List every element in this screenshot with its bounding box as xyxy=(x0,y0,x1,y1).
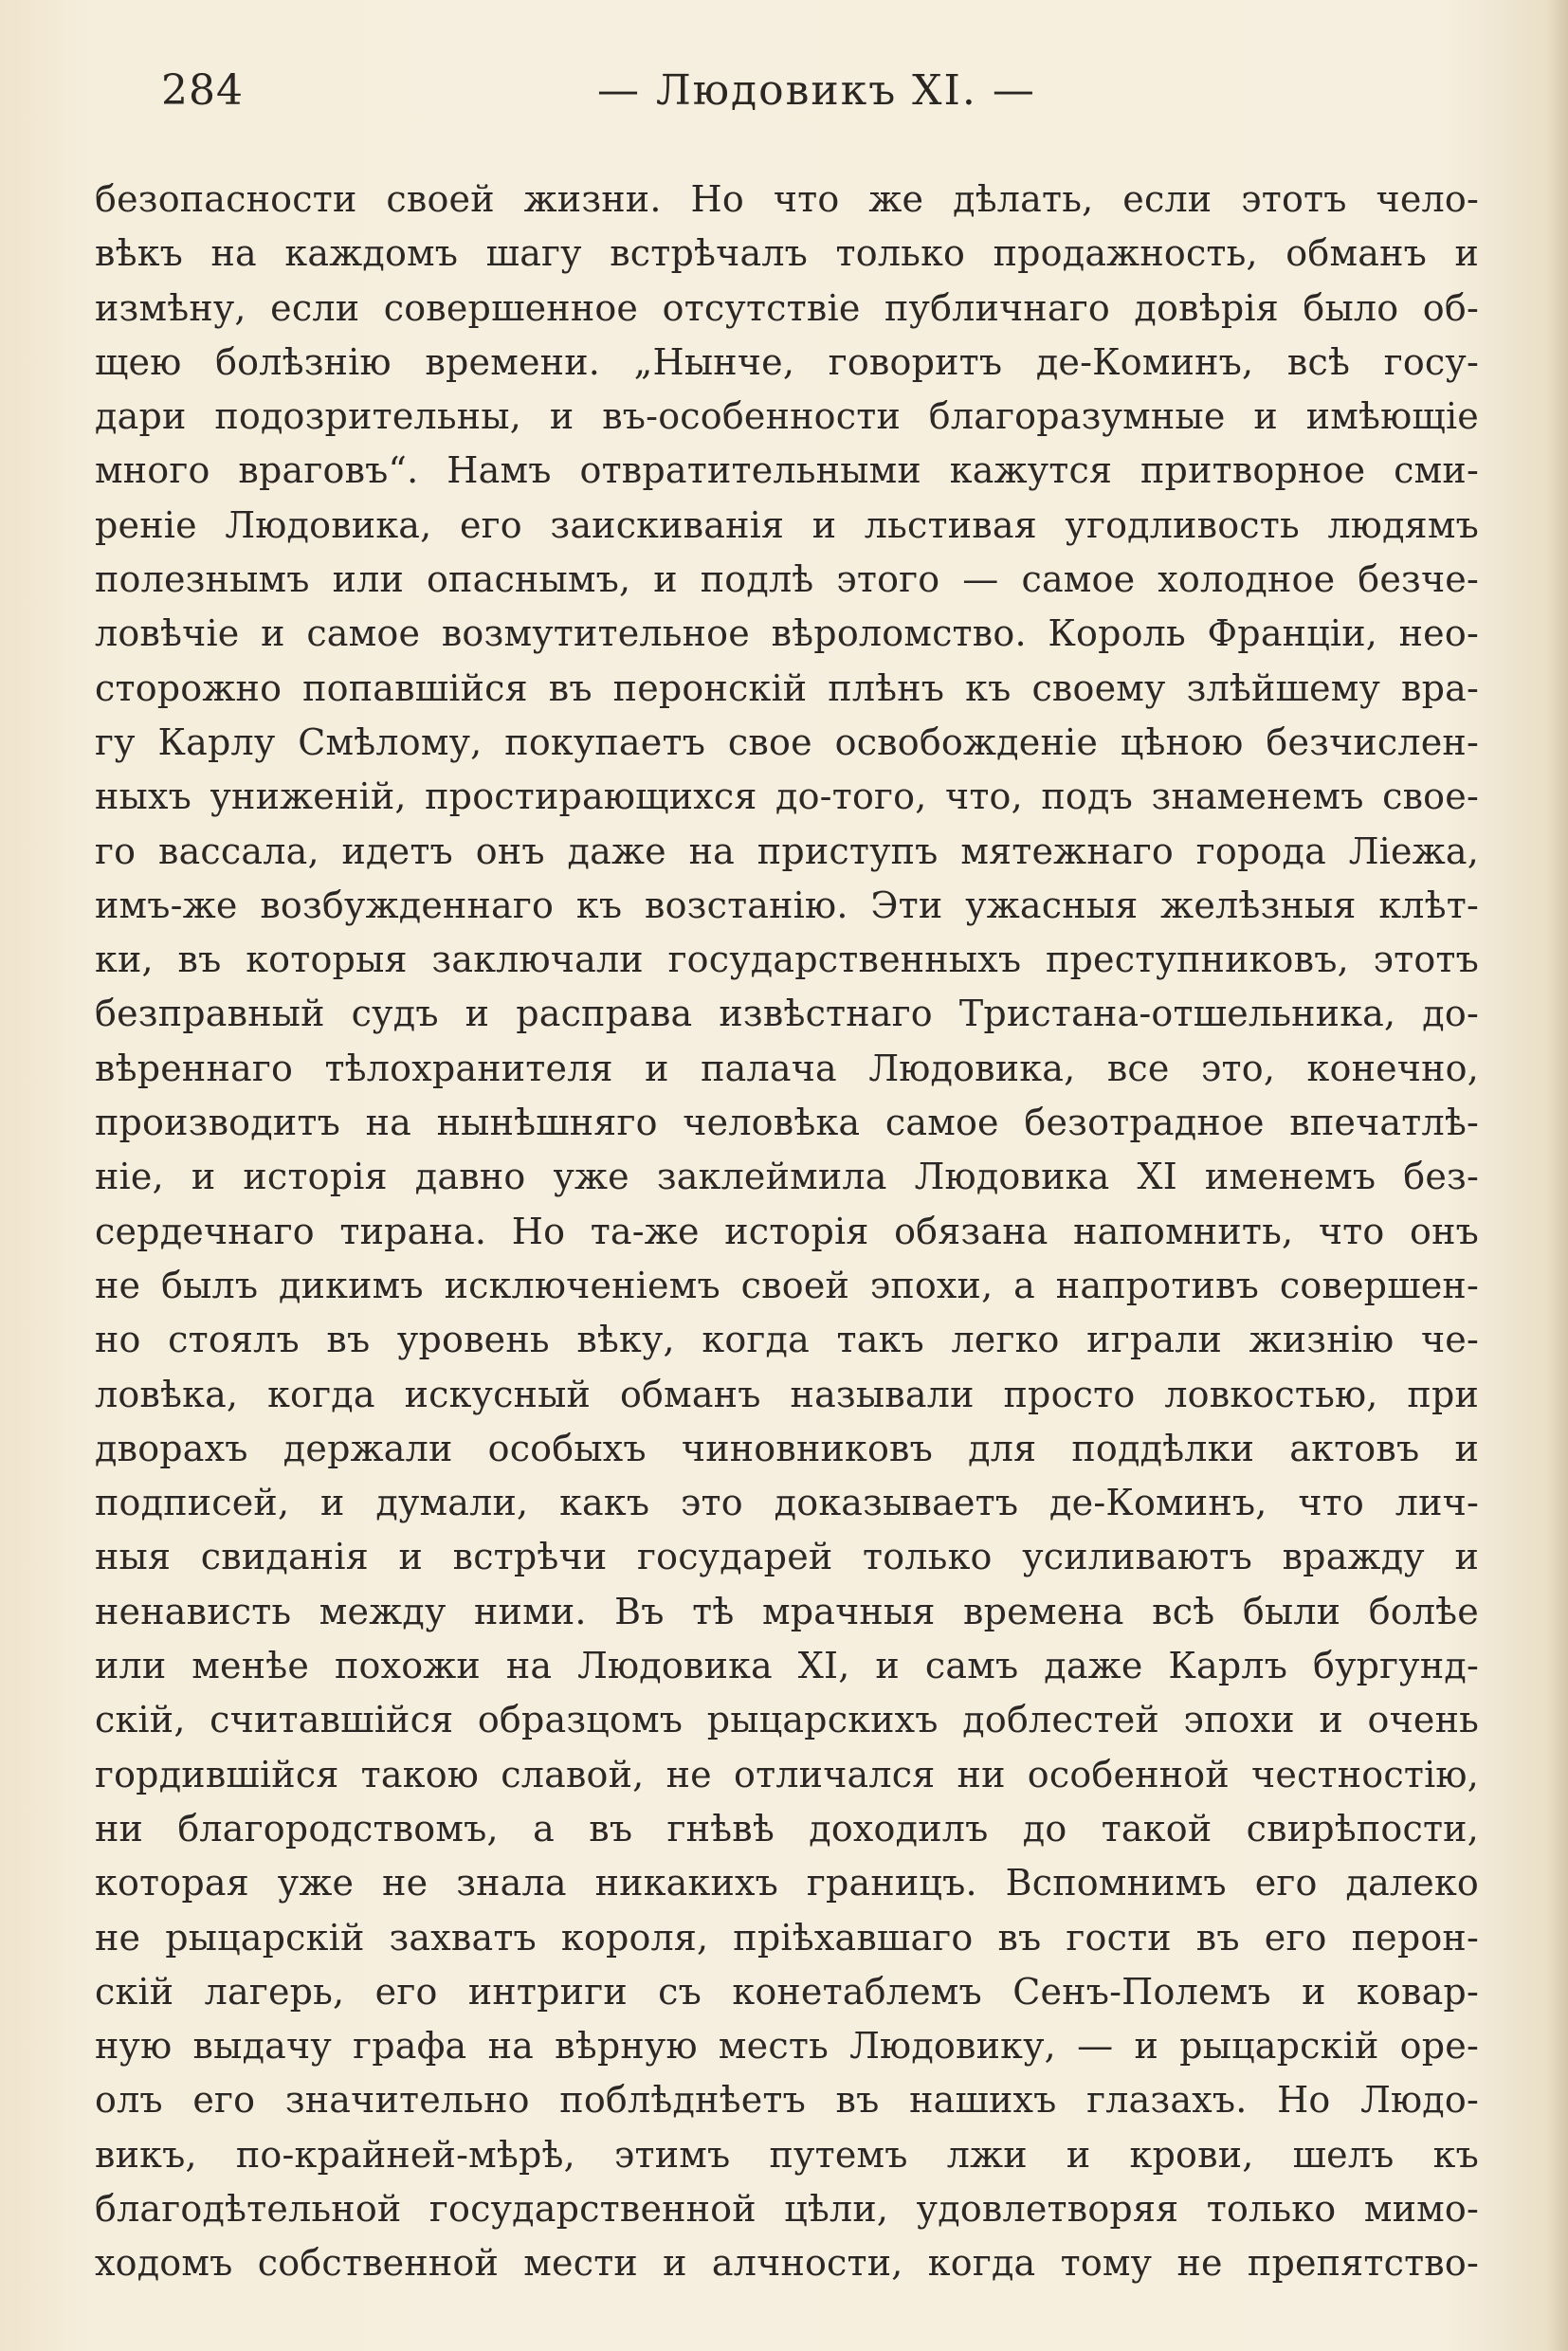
text-line: ныя свиданія и встрѣчи государей только усиливаютъ вражду и xyxy=(95,1536,1479,1578)
text-line: реніе Людовика, его заискиванія и льстивая угодливость людямъ xyxy=(95,503,1479,546)
text-line: сторожно попавшійся въ перонскій плѣнъ къ своему злѣйшему вра- xyxy=(95,666,1479,709)
text-line: ловѣка, когда искусный обманъ называли просто ловкостью, при xyxy=(95,1373,1479,1415)
text-line: щею болѣзнію времени. „Нынче, говоритъ де-Коминъ, всѣ госу- xyxy=(95,340,1479,383)
page-edge-shadow xyxy=(1547,0,1568,2351)
text-line: безопасности своей жизни. Но что же дѣлать, если этотъ чело- xyxy=(95,178,1479,220)
text-line: сердечнаго тирана. Но та-же исторія обязана напомнить, что онъ xyxy=(95,1210,1479,1252)
text-line: много враговъ“. Намъ отвратительными кажутся притворное сми- xyxy=(95,449,1479,492)
text-line: гордившійся такою славой, не отличался ни особенной честностію, xyxy=(95,1753,1479,1795)
text-line: ненависть между ними. Въ тѣ мрачныя времена всѣ были болѣе xyxy=(95,1590,1479,1632)
text-line: го вассала, идетъ онъ даже на приступъ мятежнаго города Ліежа, xyxy=(95,829,1479,872)
body-text xyxy=(95,173,1479,2291)
text-line: вѣкъ на каждомъ шагу встрѣчалъ только продажность, обманъ и xyxy=(95,232,1479,275)
text-line: вѣреннаго тѣлохранителя и палача Людовика, все это, конечно, xyxy=(95,1047,1479,1089)
text-line: не былъ дикимъ исключеніемъ своей эпохи, а напротивъ совершен- xyxy=(95,1264,1479,1306)
text-line: гу Карлу Смѣлому, покупаетъ свое освобожденіе цѣною безчислен- xyxy=(95,720,1479,763)
text-line: скій, считавшійся образцомъ рыцарскихъ доблестей эпохи и очень xyxy=(95,1699,1479,1741)
text-line: викъ, по-крайней-мѣрѣ, этимъ путемъ лжи и крови, шелъ къ xyxy=(95,2133,1479,2176)
text-line: измѣну, если совершенное отсутствіе публичнаго довѣрія было об- xyxy=(95,286,1479,329)
text-line: ходомъ собственной мести и алчности, когда тому не препятство- xyxy=(95,2242,1479,2285)
text-line: которая уже не знала никакихъ границъ. Вспомнимъ его далеко xyxy=(95,1862,1479,1904)
text-line: производитъ на нынѣшняго человѣка самое безотрадное впечатлѣ- xyxy=(95,1102,1479,1144)
text-line: ныхъ униженій, простирающихся до-того, что, подъ знаменемъ свое- xyxy=(95,775,1479,818)
text-line: подписей, и думали, какъ это доказываетъ де-Коминъ, что лич- xyxy=(95,1482,1479,1524)
page-header xyxy=(161,66,1488,133)
text-line: полезнымъ или опаснымъ, и подлѣ этого — самое холодное безче- xyxy=(95,558,1479,601)
text-line: ную выдачу графа на вѣрную месть Людовику, — и рыцарскій оре- xyxy=(95,2025,1479,2068)
text-line: олъ его значительно поблѣднѣетъ въ нашихъ глазахъ. Но Людо- xyxy=(95,2079,1479,2122)
page-number: 284 xyxy=(161,66,244,115)
text-line: дари подозрительны, и въ-особенности благоразумные и имѣющіе xyxy=(95,395,1479,438)
text-line: благодѣтельной государственной цѣли, удовлетворяя только мимо- xyxy=(95,2187,1479,2230)
text-line: но стоялъ въ уровень вѣку, когда такъ легко играли жизнію че- xyxy=(95,1319,1479,1361)
text-line: дворахъ держали особыхъ чиновниковъ для поддѣлки актовъ и xyxy=(95,1427,1479,1469)
text-line: ки, въ которыя заключали государственныхъ преступниковъ, этотъ xyxy=(95,939,1479,981)
text-line: ніе, и исторія давно уже заклеймила Людовика XI именемъ без- xyxy=(95,1156,1479,1198)
running-title: — Людовикъ XI. — xyxy=(597,66,1036,115)
text-line: ни благородствомъ, а въ гнѣвѣ доходилъ до такой свирѣпости, xyxy=(95,1807,1479,1850)
text-line: безправный судъ и расправа извѣстнаго Тристана-отшельника, до- xyxy=(95,993,1479,1035)
text-line: имъ-же возбужденнаго къ возстанію. Эти ужасныя желѣзныя клѣт- xyxy=(95,884,1479,926)
text-line: не рыцарскій захватъ короля, пріѣхавшаго въ гости въ его перон- xyxy=(95,1916,1479,1959)
text-line: скій лагерь, его интриги съ конетаблемъ Сенъ-Полемъ и ковар- xyxy=(95,1970,1479,2013)
text-line: ловѣчіе и самое возмутительное вѣроломство. Король Франціи, нео- xyxy=(95,612,1479,655)
text-line: или менѣе похожи на Людовика XI, и самъ даже Карлъ бургунд- xyxy=(95,1645,1479,1687)
